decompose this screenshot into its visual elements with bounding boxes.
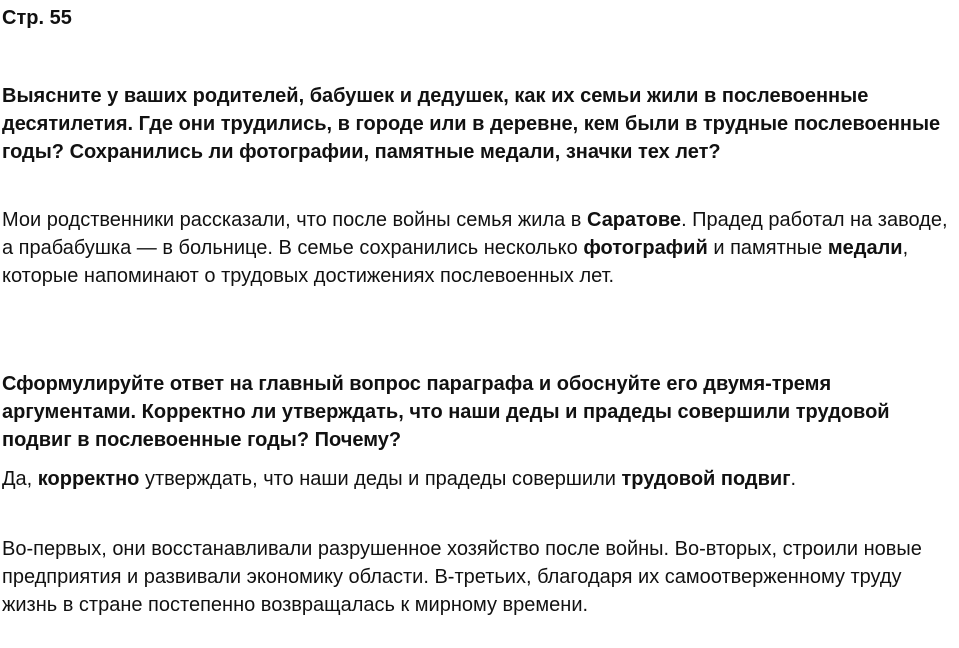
answer-2-text: утверждать, что наши деды и прадеды совершили <box>139 468 622 490</box>
answer-1-text: , которые напоминают о трудовых достижениях послевоенных лет. <box>2 237 909 287</box>
answer-2-paragraph-2: Во-первых, они восстанавливали разрушенное хозяйство после войны. Во-вторых, строили новые предприятия и развивали экономику области. В-третьих, благодаря их самоотверженному труду жизнь в стране постепенно возвращалась к мирному времени. <box>2 538 922 616</box>
answer-1-text: Мои родственники рассказали, что после войны семья жила в <box>2 209 587 231</box>
question-1: Выясните у ваших родителей, бабушек и дедушек, как их семьи жили в послевоенные десятилетия. Где они трудились, в городе или в деревне, кем были в трудные послевоенные годы? Сохранились ли фотографии, памятные медали, значки тех лет? <box>2 85 941 163</box>
answer-2-paragraph-1 <box>2 465 796 493</box>
answer-1-text: . Прадед работал на заводе, а прабабушка — в больнице. В семье сохранились несколько <box>2 209 948 259</box>
answer-1-bold-medals: медали <box>827 237 903 259</box>
answer-2-text: . <box>790 468 797 490</box>
answer-1 <box>2 206 957 290</box>
answer-1-text: и памятные <box>707 237 828 259</box>
answer-1-bold-city: Саратове <box>587 209 682 231</box>
answer-1-bold-photos: фотографий <box>583 237 708 259</box>
answer-2-bold-feat: трудовой подвиг <box>621 468 791 490</box>
answer-2-text: Да, <box>2 468 38 490</box>
question-2: Сформулируйте ответ на главный вопрос параграфа и обоснуйте его двумя-тремя аргументами. Корректно ли утверждать, что наши деды и прадеды совершили трудовой подвиг в послевоенные годы? Почему? <box>2 373 890 451</box>
answer-2-bold-correct: корректно <box>37 468 140 490</box>
document-page <box>2 0 957 616</box>
page-number: Стр. 55 <box>2 7 72 29</box>
